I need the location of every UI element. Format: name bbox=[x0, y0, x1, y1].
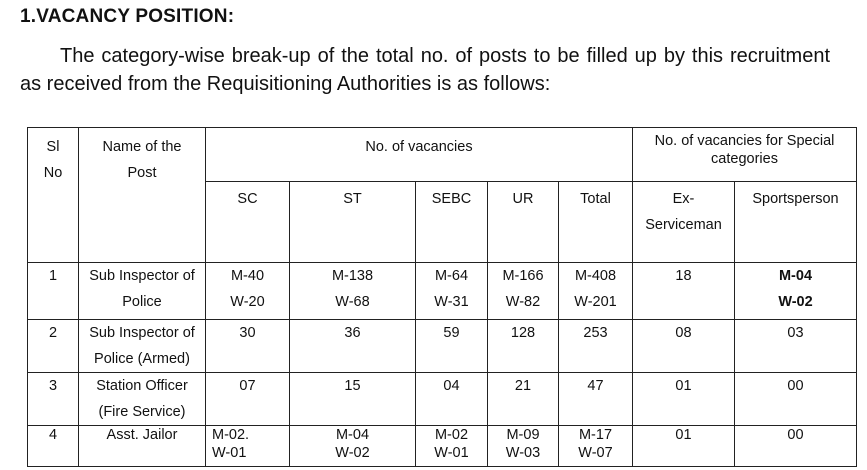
row1-post-line1: Sub Inspector of bbox=[89, 268, 195, 284]
row1-sports-w: W-02 bbox=[778, 294, 813, 310]
row2-ur bbox=[488, 320, 559, 373]
table-row bbox=[28, 320, 857, 373]
row1-st bbox=[290, 263, 416, 320]
row3-ex bbox=[633, 373, 735, 426]
row4-ur bbox=[488, 426, 559, 467]
row3-total-value: 47 bbox=[587, 378, 604, 394]
row4-sc-w: W-01 bbox=[212, 445, 247, 461]
table-header-row-1 bbox=[28, 128, 857, 182]
row2-st-value: 36 bbox=[344, 325, 361, 341]
row1-ur-w: W-82 bbox=[505, 294, 541, 310]
header-special-label: No. of vacancies for Special categories bbox=[654, 133, 835, 167]
section-heading: 1.VACANCY POSITION: bbox=[20, 6, 235, 27]
header-post-name bbox=[79, 128, 206, 263]
row2-sports bbox=[735, 320, 857, 373]
row4-post bbox=[79, 426, 206, 467]
row3-ex-value: 01 bbox=[675, 378, 692, 394]
row2-st bbox=[290, 320, 416, 373]
row1-sports-m: M-04 bbox=[778, 268, 813, 284]
row2-sl bbox=[28, 320, 79, 373]
row1-st-m: M-138 bbox=[331, 268, 374, 284]
row1-sebc-m: M-64 bbox=[434, 268, 469, 284]
row4-st-m: M-04 bbox=[335, 427, 370, 443]
row2-sebc-value: 59 bbox=[443, 325, 460, 341]
row4-total-w: W-07 bbox=[578, 445, 613, 461]
row3-sports bbox=[735, 373, 857, 426]
row3-post bbox=[79, 373, 206, 426]
row4-sebc-w: W-01 bbox=[434, 445, 469, 461]
intro-paragraph-text: The category-wise break-up of the total no. of posts to be filled up by this recruitment as received from the Requisitioning Authorities is as follows: bbox=[20, 45, 830, 95]
intro-paragraph bbox=[20, 42, 830, 98]
header-sportsperson bbox=[735, 182, 857, 263]
row3-ur bbox=[488, 373, 559, 426]
row1-sc-w: W-20 bbox=[230, 294, 265, 310]
row3-st bbox=[290, 373, 416, 426]
row2-sc bbox=[206, 320, 290, 373]
row2-sebc bbox=[416, 320, 488, 373]
row3-total bbox=[559, 373, 633, 426]
row1-sc bbox=[206, 263, 290, 320]
row2-post-line1: Sub Inspector of bbox=[89, 325, 195, 341]
table-row bbox=[28, 426, 857, 467]
row1-total-m: M-408 bbox=[574, 268, 617, 284]
row1-post bbox=[79, 263, 206, 320]
row4-sports bbox=[735, 426, 857, 467]
header-ex-serviceman bbox=[633, 182, 735, 263]
row2-sl-value: 2 bbox=[48, 325, 58, 341]
header-vacancies bbox=[206, 128, 633, 182]
row2-post bbox=[79, 320, 206, 373]
row4-ex bbox=[633, 426, 735, 467]
row1-sebc bbox=[416, 263, 488, 320]
row4-total bbox=[559, 426, 633, 467]
row4-sebc-m: M-02 bbox=[434, 427, 469, 443]
row4-sc-m: M-02. bbox=[212, 427, 250, 443]
row1-ur bbox=[488, 263, 559, 320]
header-sebc bbox=[416, 182, 488, 263]
row4-sl bbox=[28, 426, 79, 467]
header-ur-label: UR bbox=[512, 191, 534, 207]
header-sports-label: Sportsperson bbox=[752, 191, 839, 207]
row3-ur-value: 21 bbox=[514, 378, 532, 394]
header-total-label: Total bbox=[580, 191, 611, 207]
row3-sebc-value: 04 bbox=[443, 378, 460, 394]
row3-sebc bbox=[416, 373, 488, 426]
header-special-categories bbox=[633, 128, 857, 182]
header-post-line2: Post bbox=[127, 165, 157, 181]
vacancy-table bbox=[27, 127, 857, 467]
row4-total-m: M-17 bbox=[578, 427, 613, 443]
row1-sebc-w: W-31 bbox=[434, 294, 469, 310]
row3-sc bbox=[206, 373, 290, 426]
header-sc bbox=[206, 182, 290, 263]
row3-sl bbox=[28, 373, 79, 426]
header-st-label: ST bbox=[343, 191, 362, 207]
row1-sports bbox=[735, 263, 857, 320]
row1-sl-value: 1 bbox=[48, 268, 58, 284]
header-st bbox=[290, 182, 416, 263]
table-row bbox=[28, 263, 857, 320]
row3-post-line1: Station Officer bbox=[96, 378, 188, 394]
row3-st-value: 15 bbox=[344, 378, 361, 394]
row4-ur-m: M-09 bbox=[506, 427, 540, 443]
row3-sports-value: 00 bbox=[787, 378, 804, 394]
header-sl-line1: Sl bbox=[46, 139, 60, 155]
row1-total bbox=[559, 263, 633, 320]
row2-ur-value: 128 bbox=[510, 325, 536, 341]
row4-sports-value: 00 bbox=[787, 427, 804, 443]
row4-sl-value: 4 bbox=[48, 427, 58, 443]
table-row bbox=[28, 373, 857, 426]
row3-post-line2: (Fire Service) bbox=[98, 404, 186, 420]
row4-st bbox=[290, 426, 416, 467]
header-total bbox=[559, 182, 633, 263]
row4-sebc bbox=[416, 426, 488, 467]
header-sebc-label: SEBC bbox=[431, 191, 472, 207]
header-ex-line1: Ex- bbox=[672, 191, 695, 207]
header-sc-label: SC bbox=[237, 191, 258, 207]
row2-total bbox=[559, 320, 633, 373]
row2-ex-value: 08 bbox=[675, 325, 692, 341]
row4-sc bbox=[206, 426, 290, 467]
row4-post-line1: Asst. Jailor bbox=[106, 427, 178, 443]
row3-sl-value: 3 bbox=[48, 378, 58, 394]
header-ex-line2: Serviceman bbox=[645, 217, 722, 233]
row1-ex bbox=[633, 263, 735, 320]
header-post-line1: Name of the bbox=[102, 139, 182, 155]
row1-total-w: W-201 bbox=[574, 294, 617, 310]
row4-st-w: W-02 bbox=[335, 445, 370, 461]
row1-post-line2: Police bbox=[122, 294, 162, 310]
row2-ex bbox=[633, 320, 735, 373]
header-sl-no bbox=[28, 128, 79, 263]
row2-sc-value: 30 bbox=[239, 325, 256, 341]
row1-sc-m: M-40 bbox=[230, 268, 265, 284]
row2-sports-value: 03 bbox=[787, 325, 804, 341]
row3-sc-value: 07 bbox=[239, 378, 256, 394]
header-sl-line2: No bbox=[43, 165, 63, 181]
row1-ex-value: 18 bbox=[675, 268, 692, 284]
row4-ur-w: W-03 bbox=[505, 445, 541, 461]
header-ur bbox=[488, 182, 559, 263]
row2-post-line2: Police (Armed) bbox=[94, 351, 190, 367]
header-vacancies-label: No. of vacancies bbox=[365, 139, 473, 155]
row2-total-value: 253 bbox=[583, 325, 608, 341]
row4-ex-value: 01 bbox=[675, 427, 692, 443]
row1-ur-m: M-166 bbox=[502, 268, 544, 284]
row1-sl bbox=[28, 263, 79, 320]
row1-st-w: W-68 bbox=[335, 294, 370, 310]
